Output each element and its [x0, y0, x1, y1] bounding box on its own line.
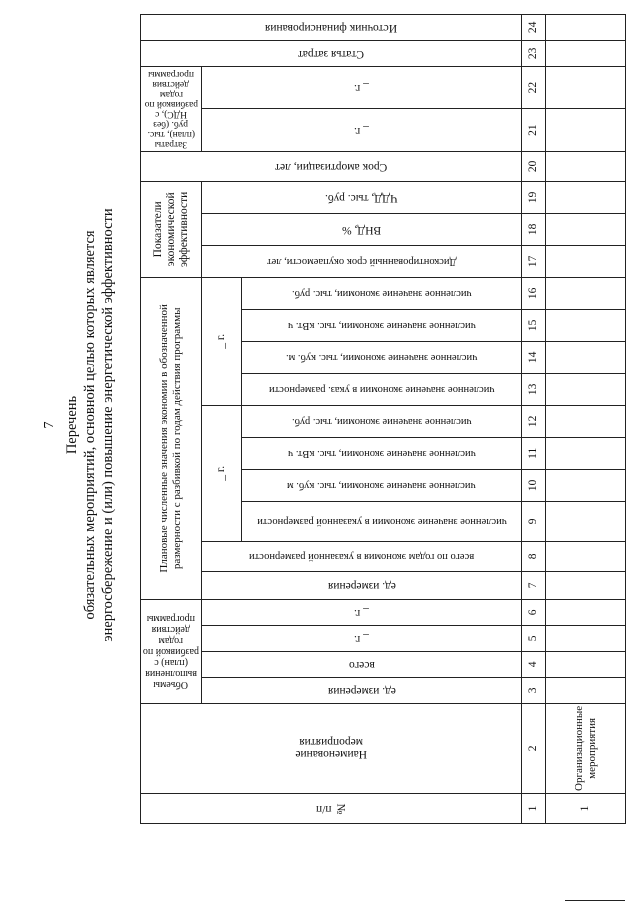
empty-cell — [546, 501, 626, 541]
header-costs-year-2: _ г. — [202, 66, 522, 109]
colnum-21: 21 — [522, 109, 546, 152]
header-payback: Дисконтированный срок окупаемости, лет — [202, 245, 522, 277]
header-a-units: численное значение экономии в указанной размерности — [242, 501, 522, 541]
title-line-3: энергосбережение и (или) повышение энергетической эффективности — [100, 208, 116, 642]
header-savings-total: всего по годам экономия в указанной размерности — [202, 541, 522, 571]
header-funding-source: Источник финансирования — [141, 14, 522, 40]
header-b-kwh: численное значение экономии, тыс. кВт. ч — [242, 309, 522, 341]
empty-cell — [546, 571, 626, 599]
header-costs-year-1: _ г. — [202, 109, 522, 152]
header-name: Наименование мероприятия — [141, 703, 522, 793]
empty-cell — [546, 181, 626, 213]
row-name: Организационные мероприятия — [546, 703, 626, 793]
column-number-row — [522, 14, 546, 823]
header-volumes-unit: ед. измерения — [202, 677, 522, 703]
header-row-1 — [141, 14, 202, 823]
empty-cell — [546, 405, 626, 437]
row-num: 1 — [546, 794, 626, 824]
empty-cell — [546, 625, 626, 651]
colnum-11: 11 — [522, 437, 546, 469]
empty-cell — [546, 109, 626, 152]
page-number: 7 — [42, 421, 57, 429]
empty-cell — [546, 341, 626, 373]
empty-cell — [546, 213, 626, 245]
table-row — [546, 14, 626, 823]
colnum-22: 22 — [522, 66, 546, 109]
empty-cell — [546, 151, 626, 181]
header-irr: ВНД, % — [202, 213, 522, 245]
empty-cell — [546, 599, 626, 625]
header-b-units: численное значение экономии в указ. размерности — [242, 373, 522, 405]
colnum-2: 2 — [522, 703, 546, 793]
title-line-1: Перечень — [64, 395, 80, 455]
header-year-b: _ г. — [202, 277, 242, 405]
colnum-10: 10 — [522, 469, 546, 501]
header-num: № п/п — [141, 794, 522, 824]
colnum-16: 16 — [522, 277, 546, 309]
header-volumes-total: всего — [202, 651, 522, 677]
empty-cell — [546, 469, 626, 501]
header-savings-unit: ед. измерения — [202, 571, 522, 599]
colnum-24: 24 — [522, 14, 546, 40]
header-savings-group: Плановые численные значения экономии в обозначенной размерности с разбивкой по годам действия программы — [141, 277, 202, 599]
header-costs-group: Затраты (план), тыс. руб. (без НДС), с разбивкой по годам действия программы — [141, 66, 202, 151]
header-efficiency-group: Показатели экономической эффективности — [141, 181, 202, 277]
footnote-divider — [565, 900, 625, 901]
colnum-12: 12 — [522, 405, 546, 437]
empty-cell — [546, 309, 626, 341]
colnum-15: 15 — [522, 309, 546, 341]
header-row-2 — [202, 14, 242, 823]
colnum-23: 23 — [522, 40, 546, 66]
header-b-m3: численное значение экономии, тыс. куб. м. — [242, 341, 522, 373]
empty-cell — [546, 677, 626, 703]
colnum-18: 18 — [522, 213, 546, 245]
colnum-17: 17 — [522, 245, 546, 277]
header-amortization: Срок амортизации, лет — [141, 151, 522, 181]
colnum-6: 6 — [522, 599, 546, 625]
colnum-8: 8 — [522, 541, 546, 571]
colnum-1: 1 — [522, 794, 546, 824]
colnum-14: 14 — [522, 341, 546, 373]
empty-cell — [546, 277, 626, 309]
empty-cell — [546, 245, 626, 277]
empty-cell — [546, 40, 626, 66]
measures-table — [140, 14, 626, 824]
colnum-5: 5 — [522, 625, 546, 651]
empty-cell — [546, 541, 626, 571]
header-year-a: _ г. — [202, 405, 242, 541]
header-a-rub: численное значение экономии, тыс. руб. — [242, 405, 522, 437]
empty-cell — [546, 437, 626, 469]
header-cost-item: Статья затрат — [141, 40, 522, 66]
colnum-4: 4 — [522, 651, 546, 677]
header-b-rub: численное значение экономии, тыс. руб. — [242, 277, 522, 309]
empty-cell — [546, 373, 626, 405]
empty-cell — [546, 14, 626, 40]
colnum-19: 19 — [522, 181, 546, 213]
header-a-m3: численное значение экономии, тыс. куб. м — [242, 469, 522, 501]
header-volumes-year-2: _ г. — [202, 599, 522, 625]
colnum-7: 7 — [522, 571, 546, 599]
header-a-kwh: численное значение экономии, тыс. кВт. ч — [242, 437, 522, 469]
header-npv: ЧДД, тыс. руб. — [202, 181, 522, 213]
empty-cell — [546, 651, 626, 677]
empty-cell — [546, 66, 626, 109]
title-line-2: обязательных мероприятий, основной целью которых является — [82, 230, 98, 620]
colnum-20: 20 — [522, 151, 546, 181]
header-volumes-group: Объемы выполнения (план) с разбивкой по годам действия программы — [141, 599, 202, 703]
colnum-13: 13 — [522, 373, 546, 405]
colnum-3: 3 — [522, 677, 546, 703]
header-volumes-year-1: _ г. — [202, 625, 522, 651]
colnum-9: 9 — [522, 501, 546, 541]
